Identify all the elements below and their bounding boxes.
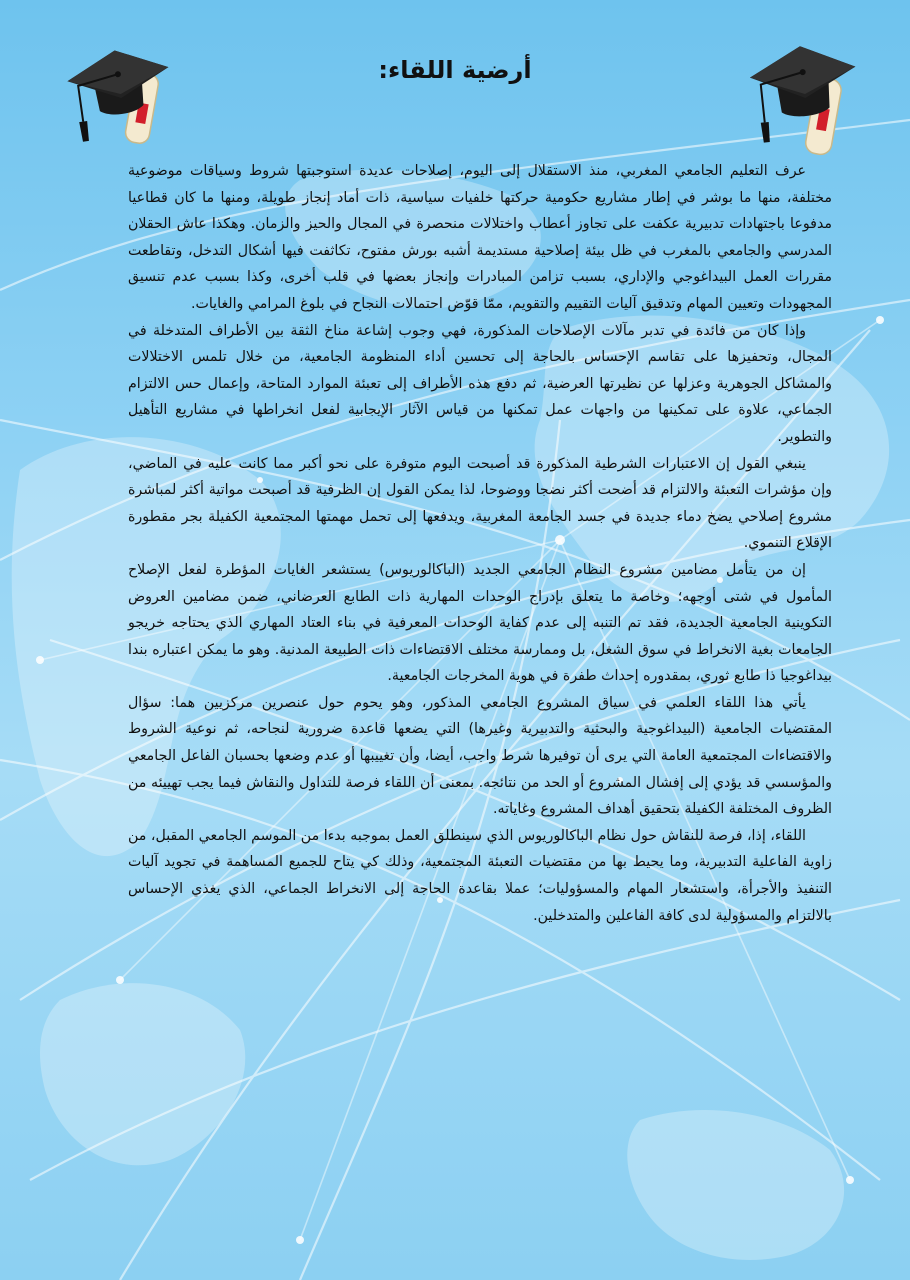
- paragraph: ينبغي القول إن الاعتبارات الشرطية المذكورة قد أصبحت اليوم متوفرة على نحو أكبر مما كانت عليه في الماضي، وإن مؤشرات التعبئة والالتزام قد أضحت أكثر نضجا ووضوحا، لذا يمكن القول إن الظرفية قد أصبحت مواتية أكثر لمباشرة مشروع إصلاحي يضخ دماء جديدة في جسد الجامعة المغربية، ويدفعها إلى تحمل مهمتها المجتمعية الكفيلة بجر مقطورة الإقلاع التنموي.: [128, 455, 832, 552]
- paragraph: اللقاء، إذا، فرصة للنقاش حول نظام الباكالوريوس الذي سينطلق العمل بموجبه بدءا من الموسم الجامعي المقبل، من زاوية الفاعلية التدبيرية، وما يحيط بها من مقتضيات التعبئة المجتمعية، وذلك كي يتاح للجميع المساهمة في تجويد آليات التنفيذ والأجرأة، واستشعار المهام والمسؤوليات؛ عملا بقاعدة الحاجة إلى الانخراط الجماعي، الذي يغذي الإحساس بالالتزام والمسؤولية لدى كافة الفاعلين والمتدخلين.: [127, 827, 832, 924]
- paragraph: يأتي هذا اللقاء العلمي في سياق المشروع الجامعي المذكور، وهو يحوم حول عنصرين مركزيين هما: سؤال المقتضيات الجامعية (البيداغوجية والبحثية والتدبيرية وغيرها) التي يضعها قاعدة ضرورية لنجاحه، ثم نوعية الشروط والاقتضاءات المجتمعية العامة التي يرى أن توفيرها شرط واجب، أيضا، وأن تغييبها أو عدم وضعها بحسبان الفاعل الجامعي والمؤسسي قد يؤدي إلى إفشال المشروع أو الحد من نتائجه. بمعنى أن اللقاء فرصة للتداول والنقاش فيما يجب تهييئه من الظروف المختلفة الكفيلة بتحقيق أهداف المشروع وغاياته.: [128, 694, 832, 818]
- paragraph: عرف التعليم الجامعي المغربي، منذ الاستقلال إلى اليوم، إصلاحات عديدة استوجبتها شروط وسياقات موضوعية مختلفة، منها ما بوشر في إطار مشاريع حكومية حركتها خلفيات سياسية، ذات أماد إنجاز طويلة، ومنها ما كان قطاعيا مدفوعا باجتهادات تدبيرية عكفت على تجاوز أعطاب واختلالات منحصرة في المجال والحيز والزمان. وهكذا عاش الحقلان المدرسي والجامعي بالمغرب في ظل بيئة إصلاحية مستديمة أشبه بورش مفتوح، تكاثفت فيها أشكال التدخل، وتقاطعت مقررات العمل البيداغوجي والإداري، بسبب تزامن المبادرات وإنجاز بعضها في قلب أخرى، وكذا بسبب عدم تنسيق المجهودات وتعيين المهام وتدقيق آليات التقييم والتقويم، ممّا قوّض احتمالات النجاح في بلوغ المرامي والغايات.: [128, 163, 832, 312]
- graduation-cap-icon: [66, 36, 176, 156]
- paragraph: إن من يتأمل مضامين مشروع النظام الجامعي الجديد (الباكالوريوس) يستشعر الغايات المؤطرة لفعل الإصلاح المأمول في شتى أوجهه؛ وخاصة ما يتعلق بإدراج الوحدات المهارية ذات الطابع العرضاني، ضمن مضامين العروض التكوينية الجامعية الجديدة، فقد تم التنبه إلى عدم كفاية الوحدات المعرفية في بناء العتاد المهاري الذي يحتاجه خريجو الجامعات بغية الانخراط في سوق الشغل، بل وممارسة مختلف الاقتضاءات ذات الطبيعة المدنية. وهو ما يمكن اعتباره بندا بيداغوجيا ذا طابع ثوري، بمقدوره إحداث طفرة في هوية المخرجات الجامعية.: [128, 561, 832, 685]
- graduation-cap-icon: [750, 34, 860, 164]
- paragraph: وإذا كان من فائدة في تدبر مآلات الإصلاحات المذكورة، فهي وجوب إشاعة مناخ الثقة بين الأطراف المتدخلة في المجال، وتحفيزها على تقاسم الإحساس بالحاجة إلى تحسين أداء المنظومة الجامعية، من خلال تلمس الاختلالات والمشاكل الجوهرية وعزلها عن نظيرتها العرضية، ثم دفع هذه الأطراف إلى تعبئة الموارد المتاحة، وإعمال حس الالتزام الجماعي، علاوة على تمكينها من واجهات عمل تمكنها من قياس الآثار الإيجابية لفعل انخراطها في مشاريع التأهيل والتطوير.: [128, 322, 832, 445]
- document-body: [128, 158, 832, 929]
- page-title: أرضية اللقاء:: [378, 56, 532, 84]
